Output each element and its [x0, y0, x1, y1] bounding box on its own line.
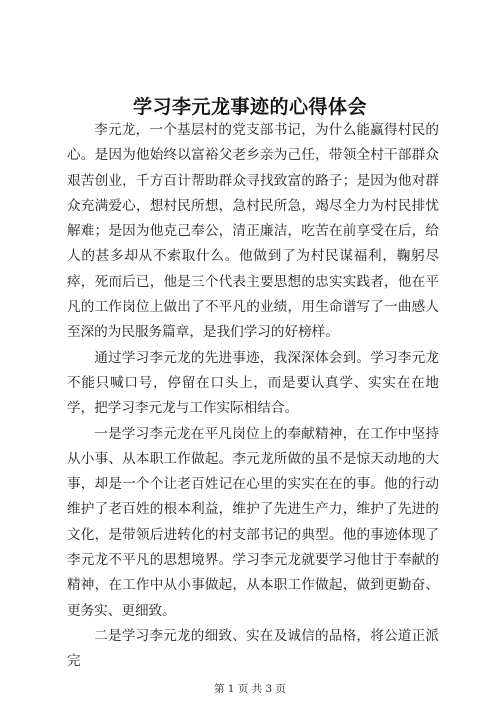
- paragraph-4: 二是学习李元龙的细致、实在及诚信的品格，将公道正派完: [67, 627, 439, 670]
- paragraph-1: 李元龙，一个基层村的党支部书记，为什么能赢得村民的心。是因为他始终以富裕父老乡亲为己任，带领全村干部群众艰苦创业，千方百计帮助群众寻找致富的路子；是因为他对群众充满爱心，想村民所想，急村民所急，竭尽全力为村民排忧解难；是因为他克己奉公，清正廉洁，吃苦在前享受在后，给人的甚多却从不索取什么。他做到了为村民谋福利，鞠躬尽瘁，死而后已，他是三个代表主要思想的忠实实践者，他在平凡的工作岗位上做出了不平凡的业绩，用生命谱写了一曲感人至深的为民服务篇章，是我们学习的好榜样。: [67, 122, 439, 341]
- document-title: 学习李元龙事迹的心得体会: [132, 96, 367, 118]
- page-number-footer: 第 1 页 共 3 页: [213, 683, 287, 695]
- document-body: [67, 118, 439, 675]
- paragraph-3: 一是学习李元龙在平凡岗位上的奉献精神，在工作中坚持从小事、从本职工作做起。李元龙所做的虽不是惊天动地的大事，却是一个个让老百姓记在心里的实实在在的事。他的行动维护了老百姓的根本利益，维护了先进生产力，维护了先进的文化，是带领后进转化的村支部书记的典型。他的事迹体现了李元龙不平凡的思想境界。学习李元龙就要学习他甘于奉献的精神，在工作中从小事做起，从本职工作做起，做到更勤奋、更务实、更细致。: [67, 425, 439, 619]
- paragraph-2: 通过学习李元龙的先进事迹，我深深体会到。学习李元龙不能只喊口号，停留在口头上，而是要认真学、实实在在地学，把学习李元龙与工作实际相结合。: [67, 349, 439, 417]
